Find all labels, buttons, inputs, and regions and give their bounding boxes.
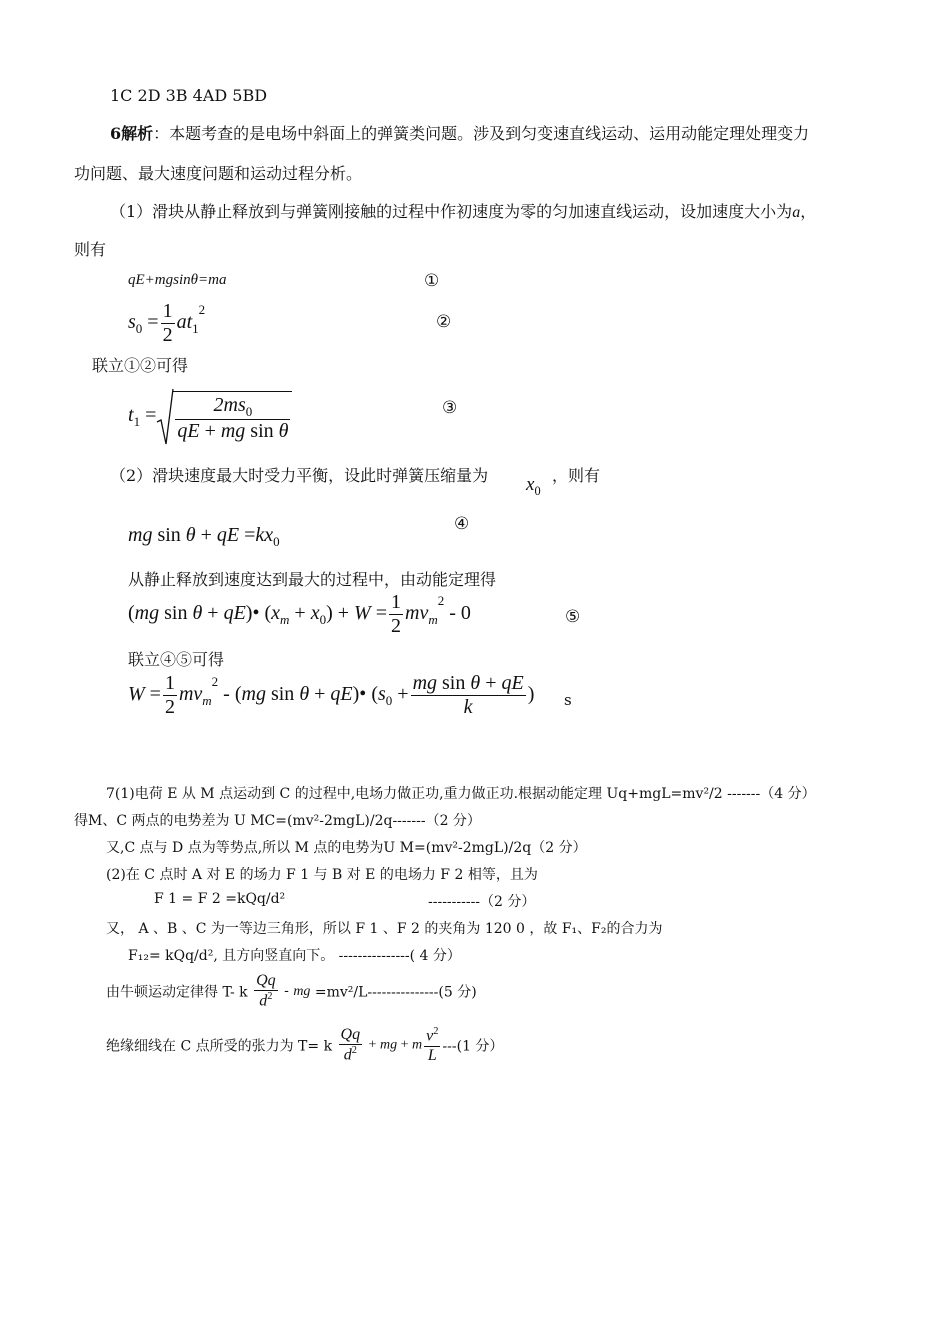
answer-key: 1C 2D 3B 4AD 5BD: [110, 86, 268, 105]
q6-intro-text: ：本题考查的是电场中斜面上的弹簧类问题。涉及到匀变速直线运动、运用动能定理处理变力: [153, 124, 810, 143]
fraction-t1: $\frac{2ms_0}{\text{qE + mg sin θ}}$: [177, 393, 289, 443]
q7-line8-post: =mv²/L---------------(5 分): [314, 984, 477, 1001]
q7-line9-post: ---(1 分）: [442, 1038, 504, 1055]
q7-line2: 得M、C 两点的电势差为 U MC=(mv²-2mgL)/2q-------（2 分）: [74, 813, 481, 829]
q7-line6: 又， A 、B 、C 为一等边三角形，所以 F 1 、F 2 的夹角为 120 0 ，故 F₁、F₂的合力为: [106, 921, 663, 937]
q6-part2-tail: ，则有: [552, 466, 601, 485]
fraction-v2-over-L: $\frac{v^2}{L}$: [426, 1026, 439, 1064]
equation-3-marker: ③: [442, 398, 458, 418]
fraction-half: $\frac{1}{2}$: [162, 300, 173, 346]
from-rest-text: 从静止释放到速度达到最大的过程中，由动能定理得: [128, 570, 497, 589]
equation-6-tail: s: [564, 691, 572, 709]
q6-part1-comma: ，: [800, 202, 817, 221]
fraction-half-3: $\frac{1}{2}$: [164, 672, 175, 718]
fraction-force-over-k: $\frac{\text{mg sin θ + qE}}{k}$: [412, 672, 524, 718]
q6-part2-text: （2）滑块速度最大时受力平衡，设此时弹簧压缩量为: [110, 466, 489, 485]
equation-5-marker: ⑤: [565, 607, 581, 627]
q6-intro-line2: 功问题、最大速度问题和运动过程分析。: [74, 164, 363, 183]
join-4-5-text: 联立④⑤可得: [128, 650, 225, 669]
q6-label: 解析: [121, 124, 154, 143]
equation-2-marker: ②: [436, 312, 452, 332]
equation-2: $s_0$ = $\frac{1}{2}$ $at_1^2$: [128, 300, 206, 346]
q7-line7: F₁₂= kQq/d², 且方向竖直向下。 ---------------( 4 分）: [128, 948, 461, 964]
q6-part1-line1: [110, 199, 816, 222]
q6-part1-line2: 则有: [74, 240, 107, 259]
q6-var-a: a: [792, 204, 801, 221]
equation-1: qE+mgsinθ=ma: [128, 272, 227, 288]
q7-line5-score: -----------（2 分）: [428, 894, 536, 910]
q7-line9: 绝缘细线在 C 点所受的张力为 T= k $\frac{Qq}{d^2}$ + mg + m $\frac{v^2}{L}$ ---(1 分）: [106, 1026, 504, 1064]
fraction-Qq-over-d2: $\frac{Qq}{d^2}$: [256, 972, 276, 1010]
q6-part1-text: （1）滑块从静止释放到与弹簧刚接触的过程中作初速度为零的匀加速直线运动，设加速度大小为: [110, 202, 793, 221]
equation-4-marker: ④: [454, 514, 470, 534]
equation-6: W = $\frac{1}{2}$ $mv_m^2 - (mg$ sin θ + qE)• ($s_0$ + $\frac{\text{mg sin θ + qE}}{k}$ ): [128, 672, 535, 718]
fraction-Qq-over-d2-b: $\frac{Qq}{d^2}$: [340, 1026, 361, 1064]
q7-line4: (2)在 C 点时 A 对 E 的场力 F 1 与 B 对 E 的电场力 F 2 相等，且为: [106, 867, 538, 883]
q6-number: 6: [110, 124, 122, 143]
equation-1-marker: ①: [424, 271, 440, 291]
q6-intro-line1: [110, 121, 809, 144]
equation-4: mg sin θ + qE $=kx_0$: [128, 524, 280, 549]
equation-3: $t_1$ = $\frac{2ms_0}{\text{qE + mg sin θ}}$: [128, 388, 292, 446]
fraction-half-2: $\frac{1}{2}$: [391, 591, 401, 637]
q7-line5: F 1 = F 2 =kQq/d²: [154, 891, 286, 907]
q7-line9-pre: 绝缘细线在 C 点所受的张力为 T= k: [106, 1038, 333, 1055]
q7-line1: 7(1)电荷 E 从 M 点运动到 C 的过程中,电场力做正功,重力做正功.根据动能定理 Uq+mgL=mv²/2 -------（4 分）: [106, 786, 816, 802]
sqrt-sign-icon: [156, 388, 174, 446]
q7-line8: 由牛顿运动定律得 T- k $\frac{Qq}{d^2}$ - mg =mv²/L---------------(5 分): [106, 972, 477, 1010]
q7-line8-pre: 由牛顿运动定律得 T- k: [106, 984, 248, 1001]
q7-line3: 又,C 点与 D 点为等势点,所以 M 点的电势为U M=(mv²-2mgL)/2q（2 分）: [106, 840, 587, 856]
join-1-2-text: 联立①②可得: [92, 356, 189, 375]
var-x0: $x_0$: [526, 474, 541, 498]
equation-5: (mg sin θ + qE)• $(x_m + x_0) + W$ = $\frac{1}{2}$ $mv_m^2 - 0$: [128, 591, 471, 637]
